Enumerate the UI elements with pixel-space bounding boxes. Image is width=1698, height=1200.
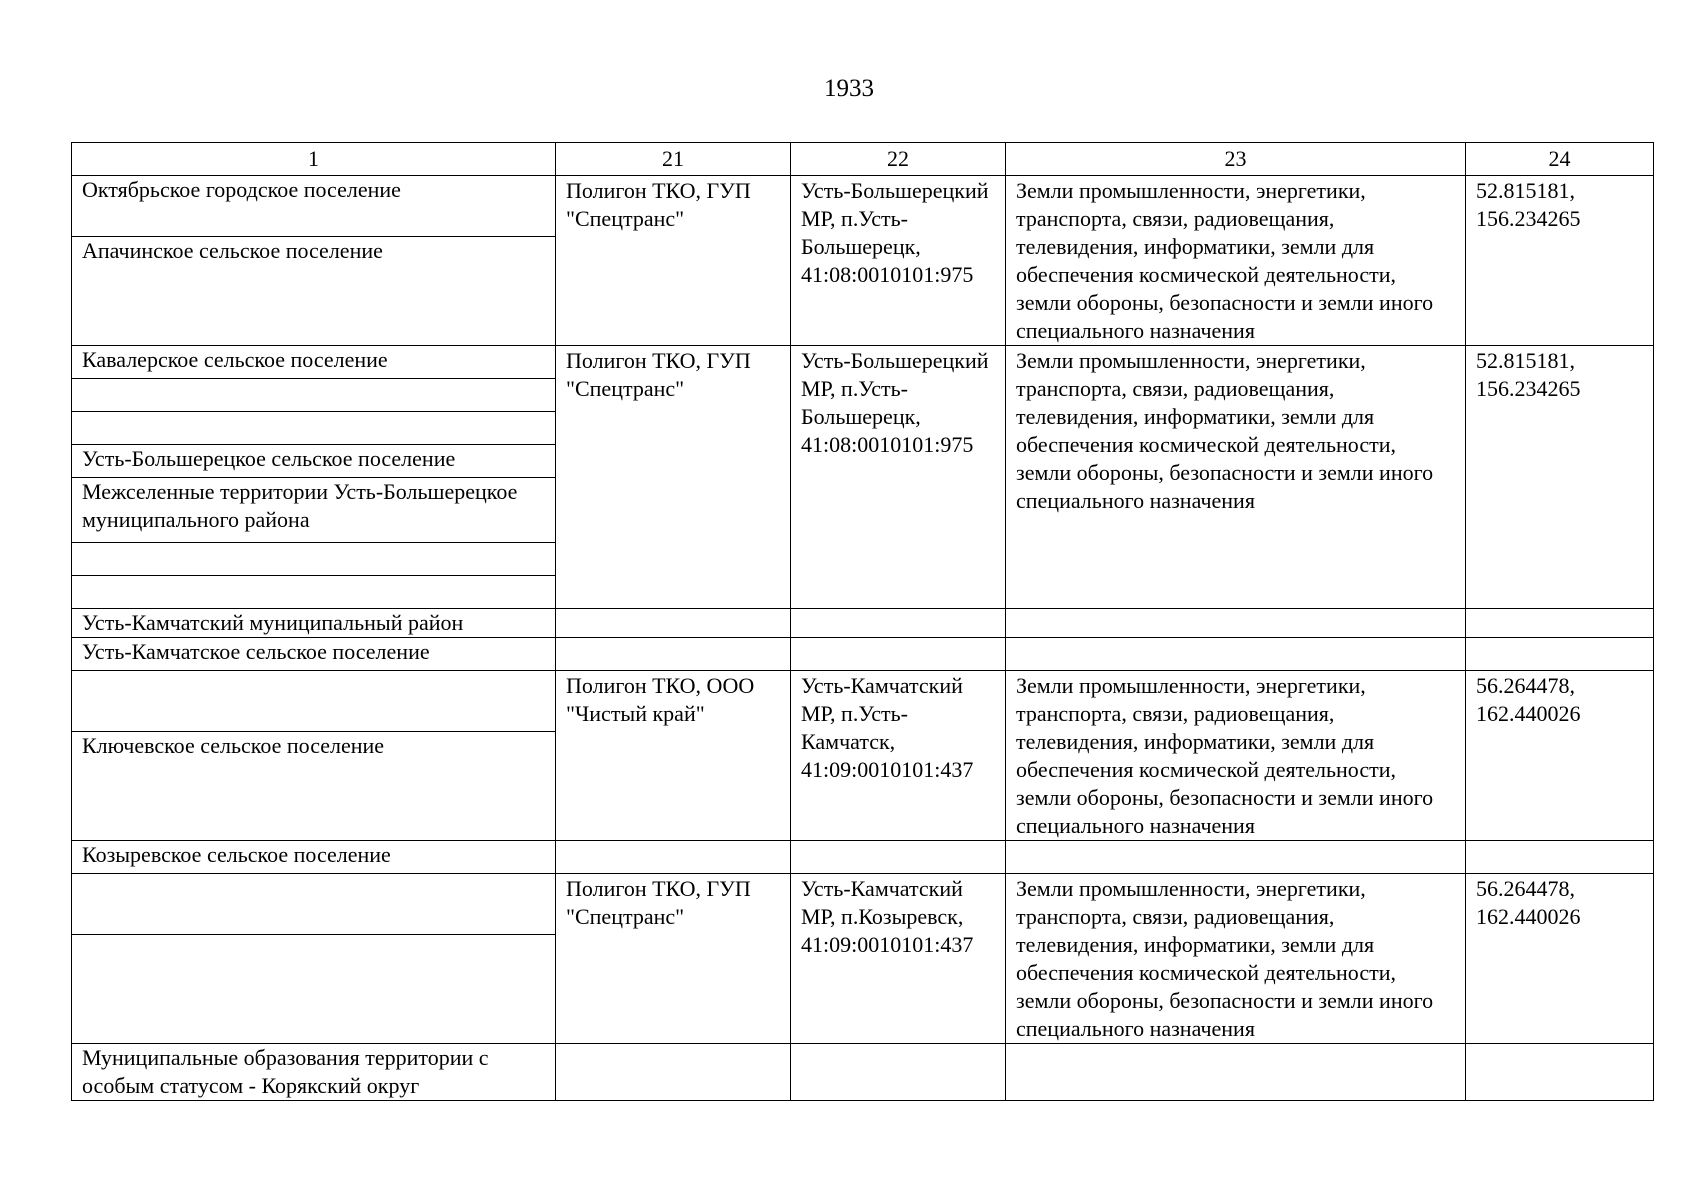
empty-cell (556, 1044, 791, 1101)
column-header: 21 (556, 143, 791, 176)
empty-cell (1006, 638, 1466, 671)
column-header: 24 (1466, 143, 1654, 176)
municipality-cell: Усть-Камчатский муниципальный район (72, 609, 556, 638)
land-category-cell: Земли промышленности, энергетики, транспорта, связи, радиовещания, телевидения, информатики, земли для обеспечения космической деятельности, земли обороны, безопасности и земли иного специального назначения (1006, 874, 1466, 1044)
coordinates-cell: 52.815181, 156.234265 (1466, 346, 1654, 609)
registry-table (71, 142, 1654, 1101)
land-category-cell: Земли промышленности, энергетики, транспорта, связи, радиовещания, телевидения, информатики, земли для обеспечения космической деятельности, земли обороны, безопасности и земли иного специального назначения (1006, 346, 1466, 609)
municipality-cell (72, 412, 556, 445)
municipality-cell: Ключевское сельское поселение (72, 732, 556, 841)
column-header: 1 (72, 143, 556, 176)
empty-cell (1006, 841, 1466, 874)
municipality-cell (72, 935, 556, 1044)
land-category-cell: Земли промышленности, энергетики, транспорта, связи, радиовещания, телевидения, информатики, земли для обеспечения космической деятельности, земли обороны, безопасности и земли иного специального назначения (1006, 176, 1466, 346)
facility-object-cell: Полигон ТКО, ООО "Чистый край" (556, 671, 791, 841)
empty-cell (791, 638, 1006, 671)
empty-cell (791, 609, 1006, 638)
municipality-cell (72, 671, 556, 732)
column-header: 23 (1006, 143, 1466, 176)
coordinates-cell: 56.264478, 162.440026 (1466, 874, 1654, 1044)
facility-object-cell: Полигон ТКО, ГУП "Спецтранс" (556, 874, 791, 1044)
facility-location-cell: Усть-Большерецкий МР, п.Усть-Большерецк, 41:08:0010101:975 (791, 346, 1006, 609)
municipality-cell (72, 379, 556, 412)
coordinates-cell: 52.815181, 156.234265 (1466, 176, 1654, 346)
empty-cell (1466, 638, 1654, 671)
municipality-cell: Апачинское сельское поселение (72, 237, 556, 346)
municipality-cell (72, 543, 556, 576)
municipality-cell (72, 576, 556, 609)
page-number: 1933 (824, 75, 874, 102)
table-header-row (72, 143, 1654, 176)
facility-location-cell: Усть-Камчатский МР, п.Усть-Камчатск, 41:09:0010101:437 (791, 671, 1006, 841)
municipality-cell: Кавалерское сельское поселение (72, 346, 556, 379)
municipality-cell (72, 874, 556, 935)
empty-cell (556, 609, 791, 638)
table-row (72, 176, 1654, 237)
table-row (72, 874, 1654, 935)
table-row (72, 1044, 1654, 1101)
table-row (72, 638, 1654, 671)
land-category-cell: Земли промышленности, энергетики, транспорта, связи, радиовещания, телевидения, информатики, земли для обеспечения космической деятельности, земли обороны, безопасности и земли иного специального назначения (1006, 671, 1466, 841)
coordinates-cell: 56.264478, 162.440026 (1466, 671, 1654, 841)
empty-cell (791, 841, 1006, 874)
facility-object-cell: Полигон ТКО, ГУП "Спецтранс" (556, 176, 791, 346)
empty-cell (1006, 609, 1466, 638)
facility-location-cell: Усть-Камчатский МР, п.Козыревск, 41:09:0010101:437 (791, 874, 1006, 1044)
empty-cell (791, 1044, 1006, 1101)
empty-cell (1466, 609, 1654, 638)
table-row (72, 841, 1654, 874)
empty-cell (1466, 841, 1654, 874)
empty-cell (1006, 1044, 1466, 1101)
facility-location-cell: Усть-Большерецкий МР, п.Усть-Большерецк, 41:08:0010101:975 (791, 176, 1006, 346)
table-row (72, 609, 1654, 638)
empty-cell (1466, 1044, 1654, 1101)
municipality-cell: Межселенные территории Усть-Большерецкое муниципального района (72, 478, 556, 543)
facility-object-cell: Полигон ТКО, ГУП "Спецтранс" (556, 346, 791, 609)
municipality-cell: Муниципальные образования территории с особым статусом - Корякский округ (72, 1044, 556, 1101)
empty-cell (556, 841, 791, 874)
municipality-cell: Усть-Большерецкое сельское поселение (72, 445, 556, 478)
municipality-cell: Усть-Камчатское сельское поселение (72, 638, 556, 671)
municipality-cell: Козыревское сельское поселение (72, 841, 556, 874)
municipality-cell: Октябрьское городское поселение (72, 176, 556, 237)
table-row (72, 346, 1654, 379)
table-row (72, 671, 1654, 732)
empty-cell (556, 638, 791, 671)
column-header: 22 (791, 143, 1006, 176)
